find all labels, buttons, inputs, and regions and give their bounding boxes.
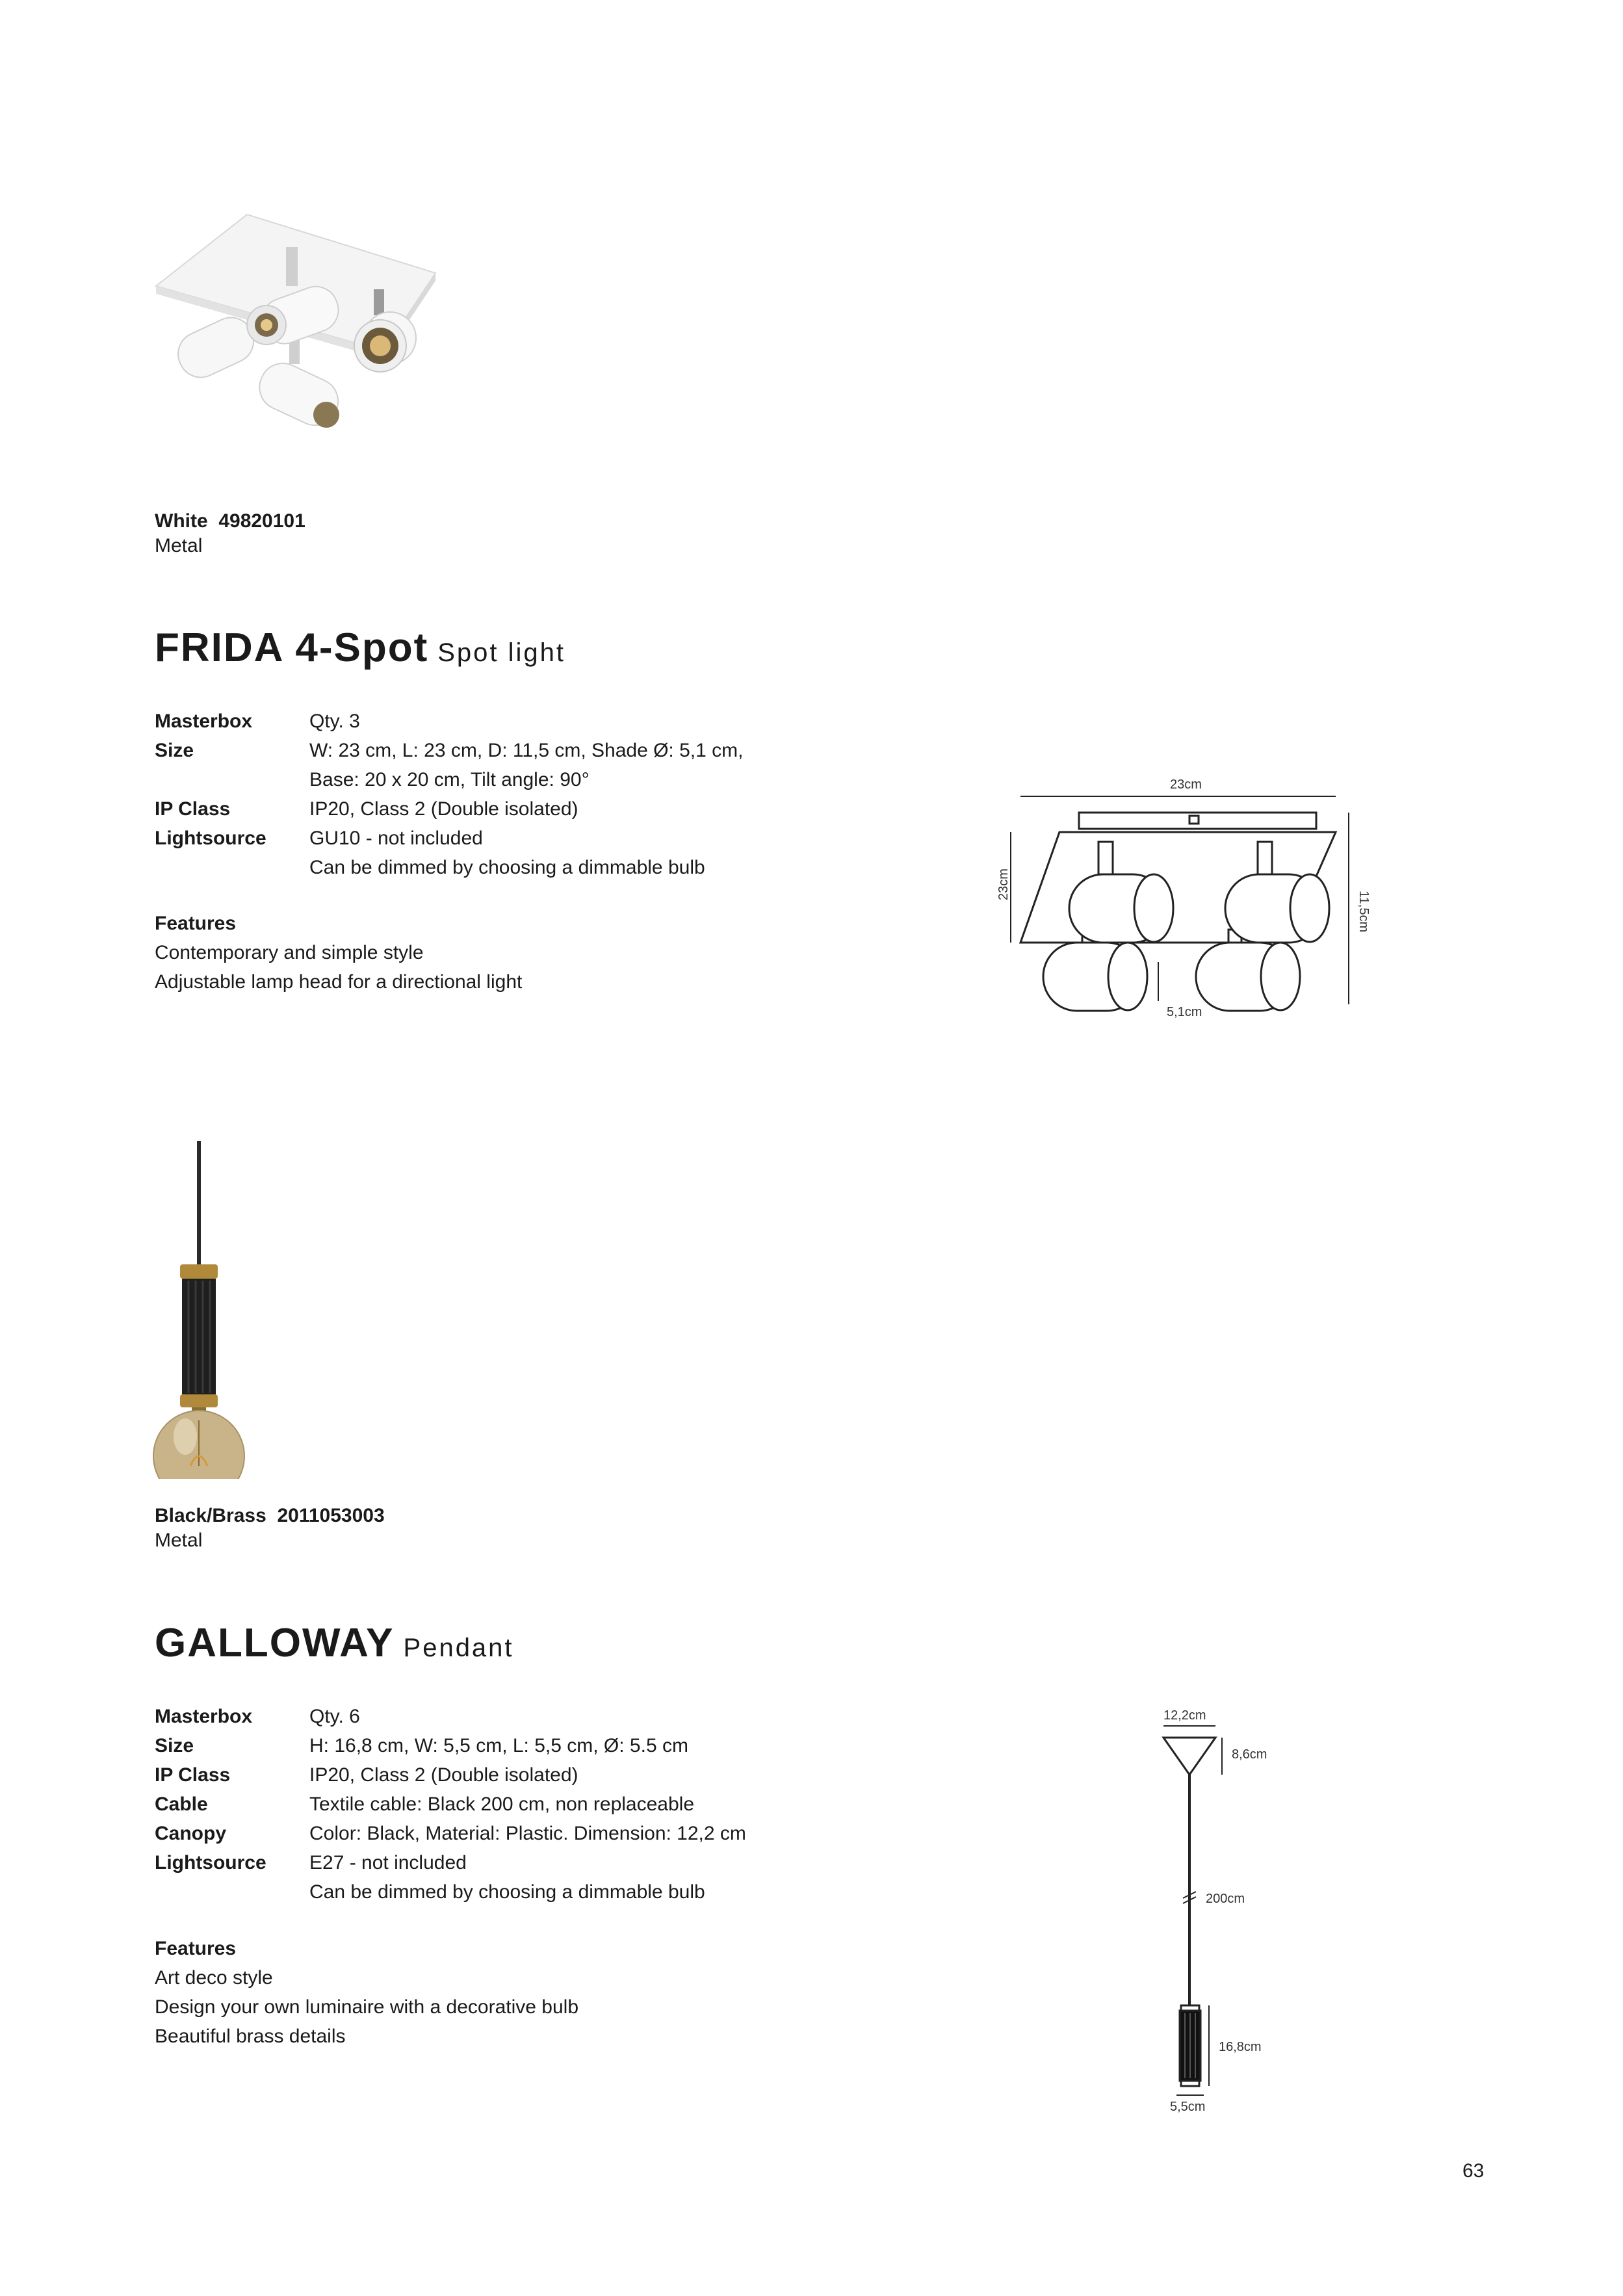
spec-row [155, 1877, 746, 1907]
spec-row [155, 794, 743, 824]
spec-value: Qty. 3 [309, 711, 360, 732]
spec-value: Base: 20 x 20 cm, Tilt angle: 90° [309, 769, 590, 790]
feature-item: Beautiful brass details [155, 2026, 346, 2047]
spec-value: GU10 - not included [309, 828, 483, 849]
spec-label: IP Class [155, 798, 231, 820]
spec-label: Lightsource [155, 1852, 266, 1873]
spec-label: Lightsource [155, 828, 266, 849]
dim-width: 23cm [1170, 777, 1202, 792]
galloway-color-code: Black/Brass 2011053003 [155, 1505, 385, 1526]
features-heading: Features [155, 1938, 237, 1959]
spec-label [155, 765, 309, 794]
feature-item: Contemporary and simple style [155, 942, 424, 963]
spec-value: Color: Black, Material: Plastic. Dimension: 12,2 cm [309, 1823, 746, 1844]
galloway-technical-drawing [1137, 1706, 1306, 2119]
spec-row [155, 1760, 746, 1790]
frida-variant [155, 509, 305, 558]
spec-row [155, 707, 743, 736]
dim-height: 11,5cm [1357, 891, 1371, 933]
spec-value: H: 16,8 cm, W: 5,5 cm, L: 5,5 cm, Ø: 5.5 cm [309, 1735, 688, 1756]
spec-label: Canopy [155, 1823, 227, 1844]
galloway-material: Metal [155, 1530, 203, 1551]
dim-canopy: 12,2cm [1163, 1708, 1206, 1723]
spec-value: E27 - not included [309, 1852, 467, 1873]
frida-product-type: Spot light [437, 638, 565, 667]
spec-label: Cable [155, 1794, 208, 1815]
frida-product-name: FRIDA 4-Spot [155, 625, 429, 670]
spec-row [155, 765, 743, 794]
spec-row [155, 1819, 746, 1848]
spec-label [155, 853, 309, 882]
dim-cable: 200cm [1206, 1892, 1245, 1906]
dim-canopy-height: 8,6cm [1232, 1747, 1267, 1762]
spec-value: Textile cable: Black 200 cm, non replaceable [309, 1794, 695, 1815]
dim-depth: 23cm [996, 868, 1011, 900]
spec-row [155, 1731, 746, 1760]
page-number: 63 [1462, 2160, 1485, 2182]
feature-item: Art deco style [155, 1967, 273, 1989]
spec-value: Can be dimmed by choosing a dimmable bulb [309, 1881, 705, 1903]
spec-value: Can be dimmed by choosing a dimmable bulb [309, 857, 705, 878]
spec-row [155, 824, 743, 853]
galloway-product-type: Pendant [403, 1634, 514, 1662]
spec-value: IP20, Class 2 (Double isolated) [309, 1764, 578, 1786]
spec-value: W: 23 cm, L: 23 cm, D: 11,5 cm, Shade Ø: 5,1 cm, [309, 740, 744, 761]
features-heading: Features [155, 913, 237, 934]
frida-features [155, 909, 522, 997]
frida-specs-table [155, 707, 743, 882]
feature-item: Adjustable lamp head for a directional light [155, 971, 523, 993]
dim-shade: 5,1cm [1167, 1005, 1202, 1019]
galloway-features [155, 1934, 578, 2051]
galloway-product-name: GALLOWAY [155, 1621, 395, 1665]
galloway-specs-table [155, 1702, 746, 1907]
spec-label: Masterbox [155, 711, 253, 732]
spec-label [155, 1877, 309, 1907]
spec-label: Size [155, 1735, 194, 1756]
spec-row [155, 853, 743, 882]
spec-value: IP20, Class 2 (Double isolated) [309, 798, 578, 820]
frida-material: Metal [155, 535, 203, 556]
galloway-variant [155, 1504, 385, 1553]
frida-title [155, 625, 565, 675]
spec-label: IP Class [155, 1764, 231, 1786]
spec-label: Size [155, 740, 194, 761]
dim-body-height: 16,8cm [1219, 2040, 1262, 2054]
spec-row [155, 736, 743, 765]
galloway-product-photo [153, 1141, 283, 1482]
spec-label: Masterbox [155, 1706, 253, 1727]
spec-row [155, 1702, 746, 1731]
galloway-title [155, 1621, 514, 1671]
feature-item: Design your own luminaire with a decorative bulb [155, 1996, 579, 2018]
frida-technical-drawing [981, 770, 1384, 1034]
spec-value: Qty. 6 [309, 1706, 360, 1727]
frida-color-code: White 49820101 [155, 510, 305, 532]
frida-product-photo [149, 176, 448, 517]
spec-row [155, 1790, 746, 1819]
spec-row [155, 1848, 746, 1877]
dim-body-width: 5,5cm [1170, 2100, 1206, 2114]
